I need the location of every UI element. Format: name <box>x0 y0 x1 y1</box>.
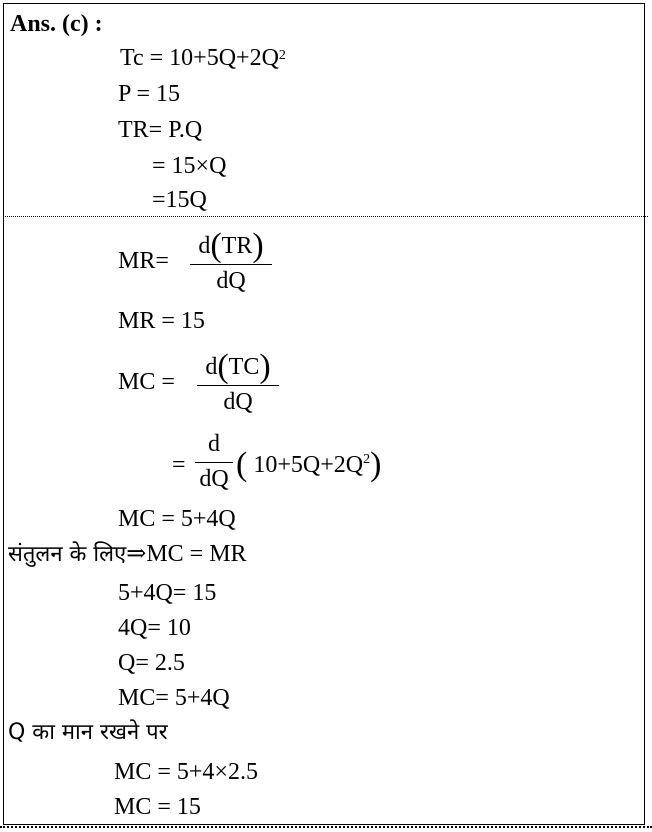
substitution-step-1: MC = 5+4×2.5 <box>114 759 258 785</box>
equilibrium-step-4: MC= 5+4Q <box>118 685 230 711</box>
tr-step-2: =15Q <box>152 187 207 213</box>
tc-exponent: 2 <box>278 48 286 63</box>
equilibrium-step-1: 5+4Q= 15 <box>118 580 217 606</box>
equilibrium-step-3: Q= 2.5 <box>118 650 185 676</box>
section-divider <box>3 216 648 217</box>
mc-derivative-fraction <box>197 350 279 416</box>
total-cost-equation <box>120 44 286 72</box>
mr-numerator: d(TR) <box>198 227 264 264</box>
mc-result: MC = 5+4Q <box>118 506 236 532</box>
price-equation: P = 15 <box>118 81 180 107</box>
mr-denominator: dQ <box>216 268 246 294</box>
mr-derivative-fraction <box>190 229 272 295</box>
equilibrium-step-2: 4Q= 10 <box>118 615 191 641</box>
equilibrium-line <box>8 540 247 569</box>
mc-operator-denominator: dQ <box>199 466 229 492</box>
tc-text: Tc = 10+5Q+2Q <box>120 45 279 71</box>
tr-step-1: = 15×Q <box>152 153 227 179</box>
bottom-cut-text-strip <box>0 826 652 832</box>
mc-operator-bar <box>195 462 233 463</box>
mr-result: MR = 15 <box>118 308 205 334</box>
mc-label: MC = <box>118 369 175 395</box>
implies-arrow-icon: ⇒ <box>126 541 147 567</box>
mc-equals: = <box>172 452 186 478</box>
equilibrium-label: संतुलन के लिए <box>8 542 127 567</box>
substitution-label: Q का मान रखने पर <box>8 720 168 745</box>
mr-fraction-bar <box>190 264 272 265</box>
answer-label: Ans. (c) : <box>10 11 103 37</box>
equilibrium-condition: MC = MR <box>146 541 247 567</box>
answer-box <box>3 3 645 825</box>
mc-numerator: d(TC) <box>205 348 271 385</box>
mc-operator-fraction <box>195 430 233 493</box>
substitution-step-2: MC = 15 <box>114 794 201 820</box>
mc-expression: ( $10+5Q+2Q^2$) <box>236 446 382 483</box>
mc-operator-numerator: d <box>208 431 220 457</box>
mc-denominator: dQ <box>223 389 253 415</box>
mr-label: MR= <box>118 248 169 274</box>
total-revenue-equation: TR= P.Q <box>118 117 203 143</box>
mc-fraction-bar <box>197 385 279 386</box>
